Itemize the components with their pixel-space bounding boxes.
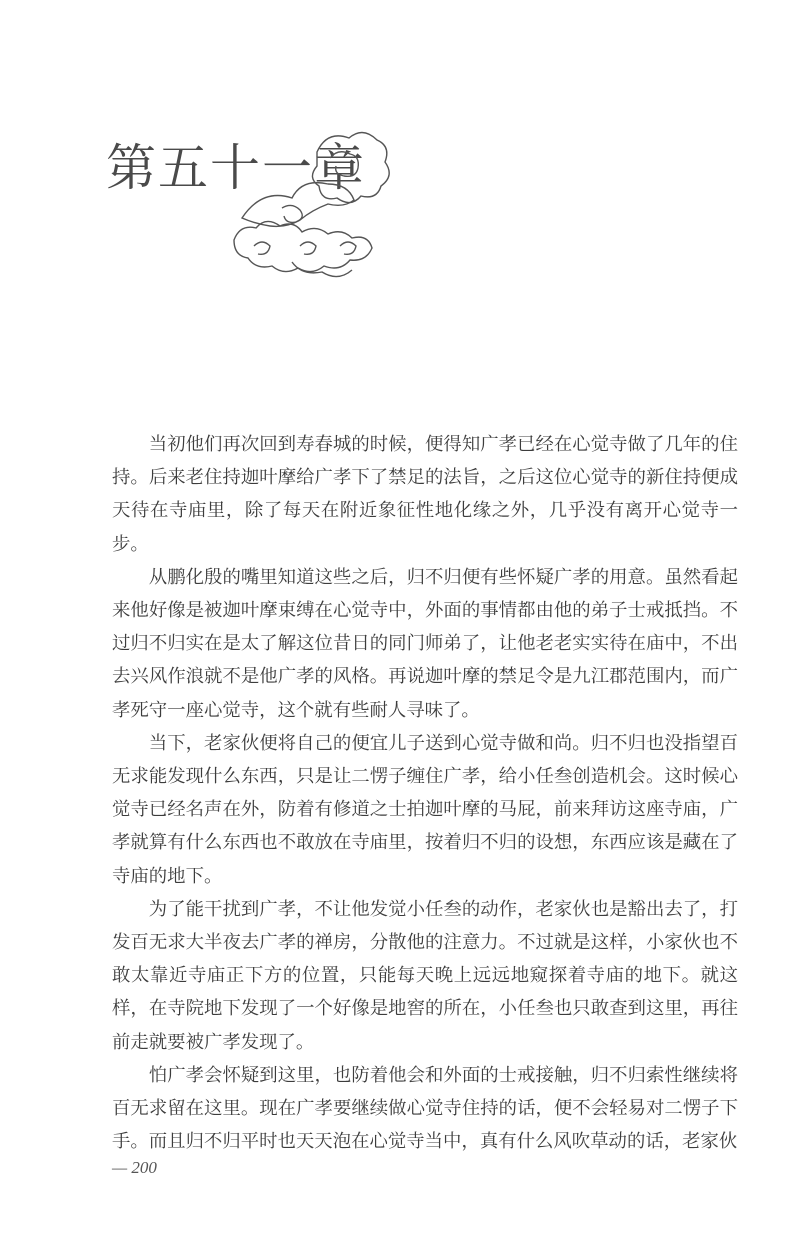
chapter-body (112, 428, 738, 1158)
page-number: — 200 (112, 1158, 157, 1177)
paragraph: 为了能干扰到广孝，不让他发觉小任叁的动作，老家伙也是豁出去了，打发百无求大半夜去广孝的禅房，分散他的注意力。不过就是这样，小家伙也不敢太靠近寺庙正下方的位置，只能每天晚上远远地窥探着寺庙的地下。就这样，在寺院地下发现了一个好像是地窖的所在，小任叁也只敢查到这里，再往前走就要被广孝发现了。 (112, 898, 738, 1053)
paragraph: 当初他们再次回到寿春城的时候，便得知广孝已经在心觉寺做了几年的住持。后来老住持迦叶摩给广孝下了禁足的法旨，之后这位心觉寺的新住持便成天待在寺庙里，除了每天在附近象征性地化缘之外，几乎没有离开心觉寺一步。 (112, 434, 738, 555)
chapter-title: 第五十一章 (106, 139, 366, 197)
paragraph: 当下，老家伙便将自己的便宜儿子送到心觉寺做和尚。归不归也没指望百无求能发现什么东西，只是让二愣子缠住广孝，给小任叁创造机会。这时候心觉寺已经名声在外，防着有修道之士拍迦叶摩的马屁，前来拜访这座寺庙，广孝就算有什么东西也不敢放在寺庙里，按着归不归的设想，东西应该是藏在了寺庙的地下。 (112, 732, 738, 887)
paragraph: 从鹏化殷的嘴里知道这些之后，归不归便有些怀疑广孝的用意。虽然看起来他好像是被迦叶摩束缚在心觉寺中，外面的事情都由他的弟子士戒抵挡。不过归不归实在是太了解这位昔日的同门师弟了，让他老老实实待在庙中，不出去兴风作浪就不是他广孝的风格。再说迦叶摩的禁足令是九江郡范围内，而广孝死守一座心觉寺，这个就有些耐人寻味了。 (112, 566, 738, 721)
cloud-ornament-icon (222, 122, 392, 282)
paragraph: 怕广孝会怀疑到这里，也防着他会和外面的士戒接触，归不归索性继续将百无求留在这里。现在广孝要继续做心觉寺住持的话，便不会轻易对二愣子下手。而且归不归平时也天天泡在心觉寺当中，真有什么风吹草动的话，老家伙 (112, 1064, 738, 1153)
